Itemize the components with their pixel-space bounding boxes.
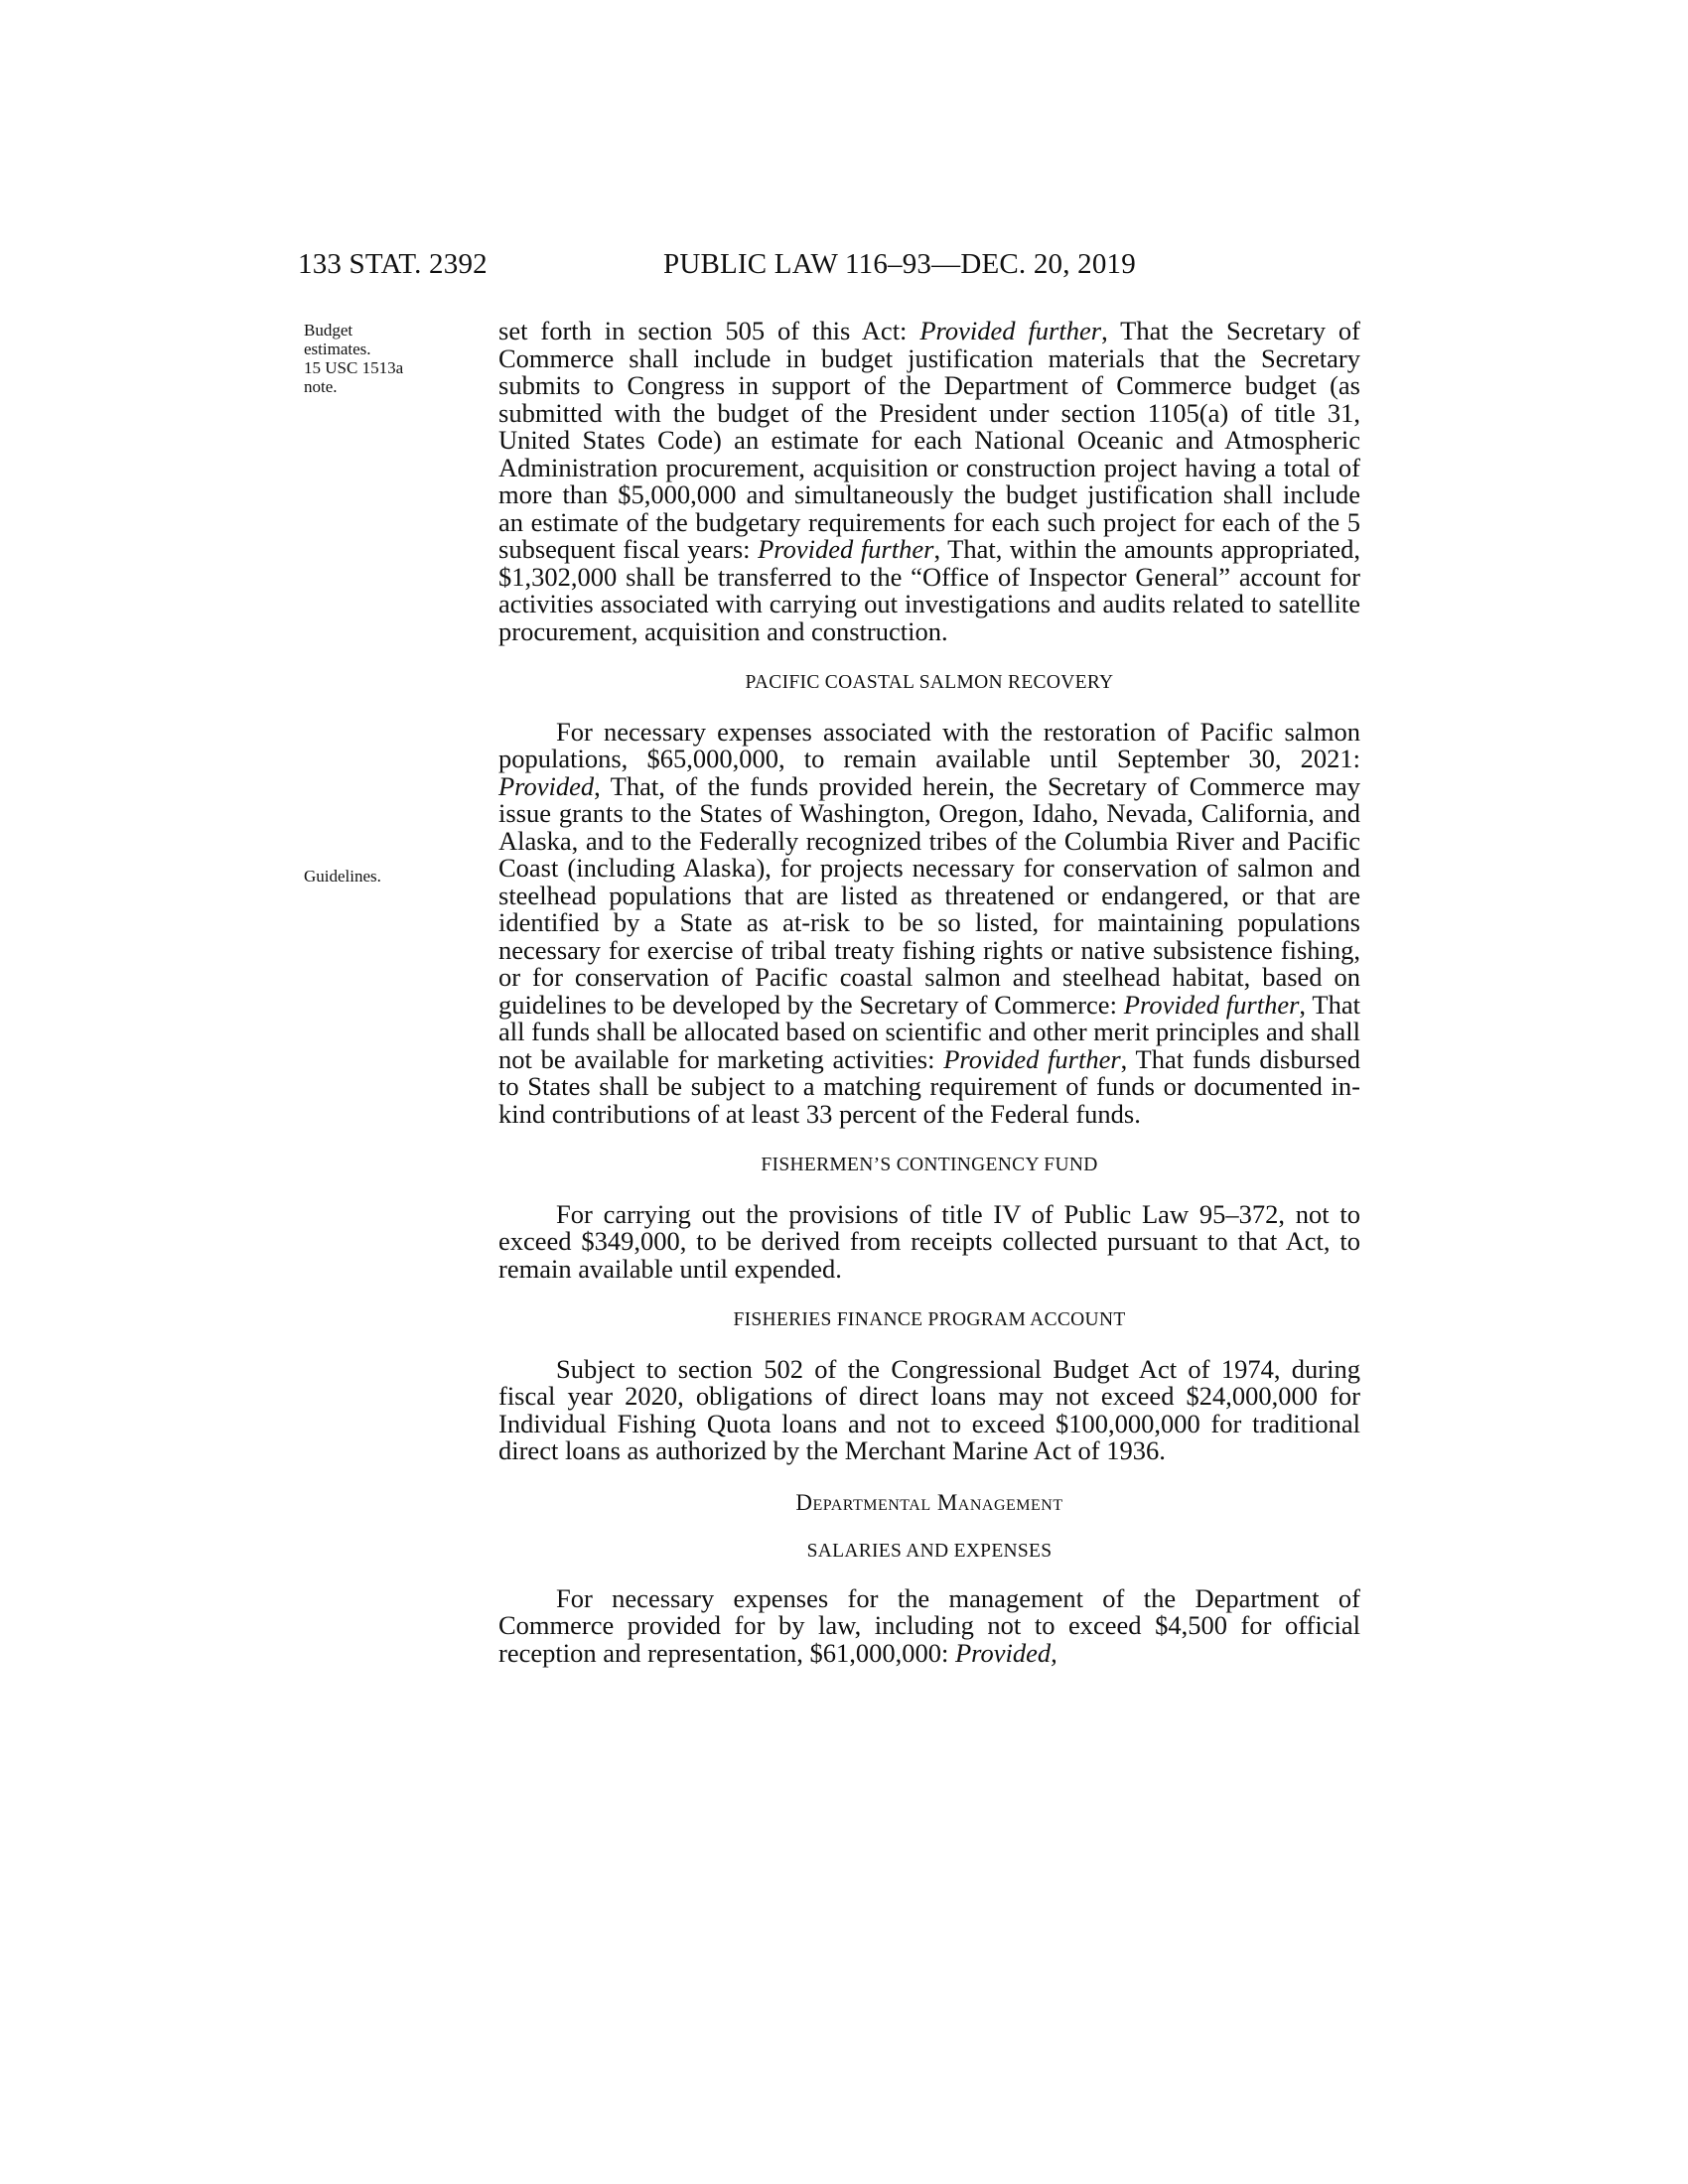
running-title: PUBLIC LAW 116–93—DEC. 20, 2019 (663, 248, 1136, 280)
salmon-paragraph: For necessary expenses associated with the restoration of Pacific salmon populations, $65,000,000, to remain available until September 30, 2021: Provided, That, of the funds provided herein, the Secretary of Commerce may issue grants to the States of Washington, Oregon, Idaho, Nevada, California, and Alaska, and to the Federally recognized tribes of the Columbia River and Pacific Coast (including Alaska), for projects necessary for conservation of salmon and steelhead populations that are listed as threatened or endangered, or that are identified by a State as at-risk to be so listed, for maintaining populations necessary for exercise of tribal treaty fishing rights or native subsistence fishing, or for conservation of Pacific coastal salmon and steelhead habitat, based on guidelines to be developed by the Secretary of Commerce: Provided further, That all funds shall be allocated based on scientific and other merit principles and shall not be available for marketing activities: Provided further, That funds disbursed to States shall be subject to a matching requirement of funds or documented in-kind contributions of at least 33 percent of the Federal funds. (498, 716, 1360, 1129)
departmental-paragraph: For necessary expenses for the management of the Department of Commerce provided for by law, including not to exceed $4,500 for official reception and representation, $61,000,000: Provided, (498, 1582, 1360, 1668)
heading-salaries-and-expenses: SALARIES AND EXPENSES (806, 1541, 1053, 1562)
fishermen-paragraph: For carrying out the provisions of title IV of Public Law 95–372, not to exceed $349,000, to be derived from receipts collected pursuant to that Act, to remain available until expended. (498, 1198, 1360, 1284)
heading-departmental-management: Departmental Management (795, 1489, 1063, 1515)
heading-fisheries-finance: FISHERIES FINANCE PROGRAM ACCOUNT (733, 1309, 1126, 1330)
page-number: 133 STAT. 2392 (298, 248, 488, 280)
heading-salmon-recovery: PACIFIC COASTAL SALMON RECOVERY (745, 672, 1114, 693)
heading-fishermens-contingency-fund: FISHERMEN’S CONTINGENCY FUND (761, 1155, 1098, 1175)
margin-note-budget-estimates: Budget estimates. 15 USC 1513a note. (304, 321, 404, 396)
document-body (498, 318, 1360, 1667)
fisheries-paragraph: Subject to section 502 of the Congressional Budget Act of 1974, during fiscal year 2020, obligations of direct loans may not exceed $24,000,000 for Individual Fishing Quota loans and not to exceed $100,000,000 for traditional direct loans as authorized by the Merchant Marine Act of 1936. (498, 1353, 1360, 1465)
intro-paragraph: set forth in section 505 of this Act: Provided further, That the Secretary of Commerce shall include in budget justification materials that the Secretary submits to Congress in support of the Department of Commerce budget (as submitted with the budget of the President under section 1105(a) of title 31, United States Code) an estimate for each National Oceanic and Atmospheric Administration procurement, acquisition or construction project having a total of more than $5,000,000 and simultaneously the budget justification shall include an estimate of the budgetary requirements for each such project for each of the 5 subsequent fiscal years: Provided further, That, within the amounts appropriated, $1,302,000 shall be transferred to the “Office of Inspector General” account for activities associated with carrying out investigations and audits related to satellite procurement, acquisition and construction. (498, 316, 1360, 646)
margin-note-guidelines: Guidelines. (304, 867, 381, 886)
